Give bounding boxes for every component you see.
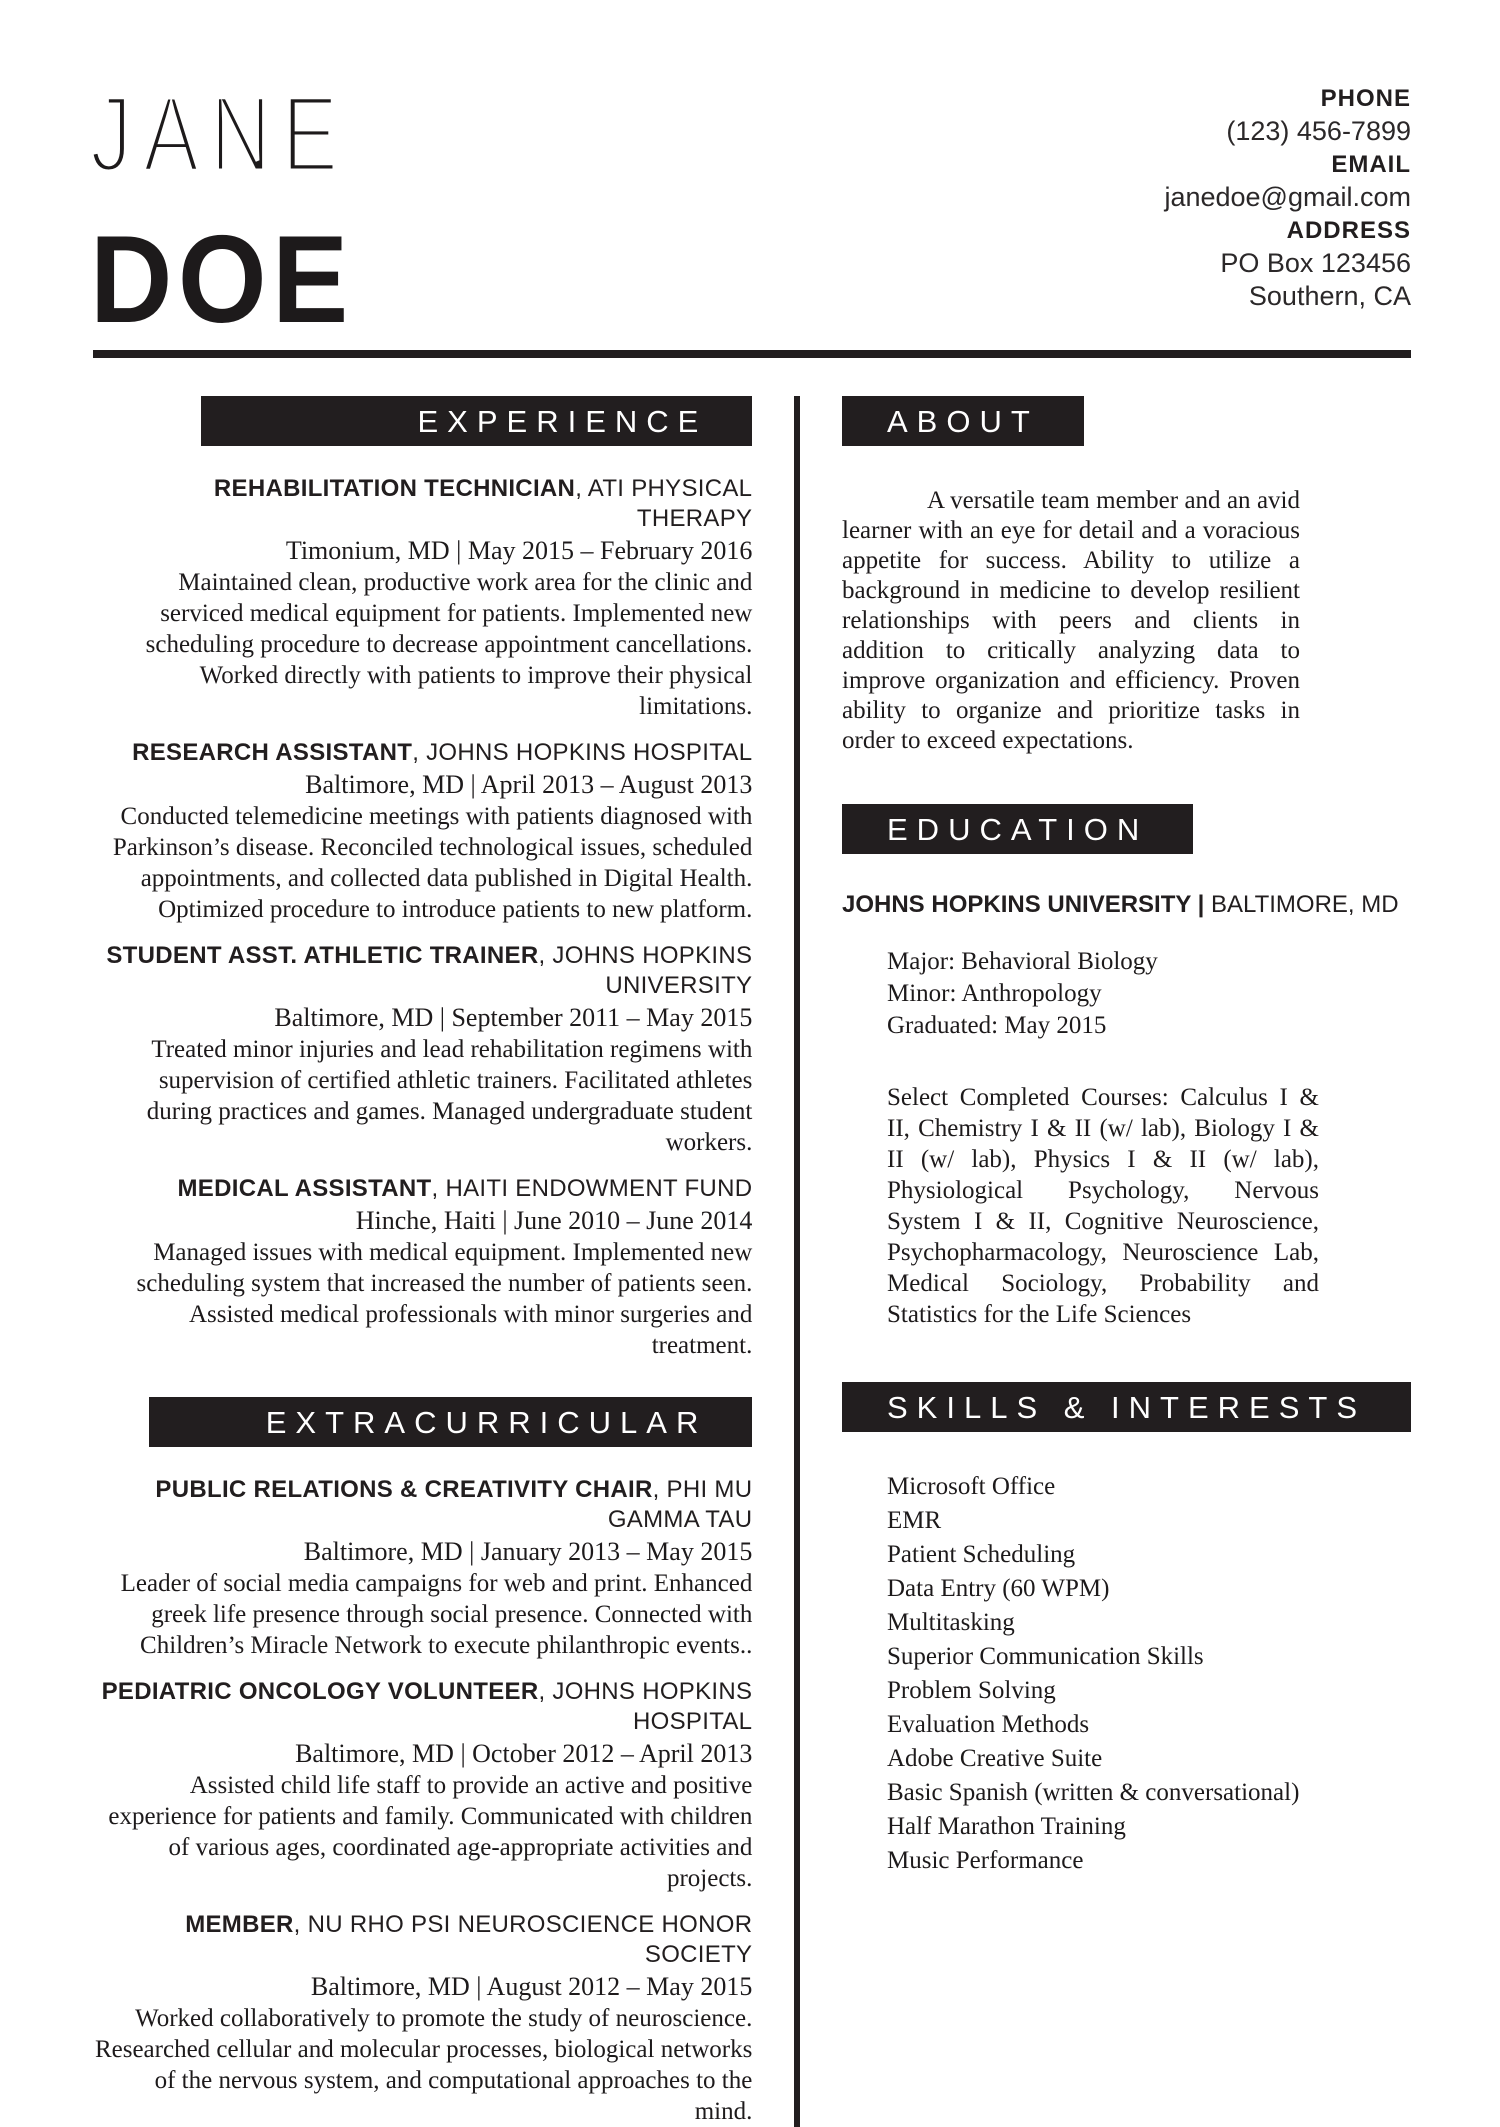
job-organization: , JOHNS HOPKINS HOSPITAL	[412, 739, 753, 766]
about-paragraph: A versatile team member and an avid learner with an eye for detail and a voracious appetite for success. Ability to utilize a background in medicine to develop resilient relationships with peers and clients in addition to critically analyzing data to improve organization and efficiency. Proven ability to organize and prioritize tasks in order to exceed expectations.	[842, 487, 1300, 754]
about-heading: ABOUT	[887, 404, 1039, 439]
job-title-line	[93, 1174, 752, 1204]
section-header-education	[842, 804, 1193, 854]
email-value: janedoe@gmail.com	[1164, 182, 1411, 212]
phone-value: (123) 456-7899	[1226, 116, 1411, 146]
skill-item: Patient Scheduling	[887, 1541, 1076, 1568]
activity-description: Leader of social media campaigns for web and print. Enhanced greek life presence through social presence. Connected with Children’s Miracle Network to execute philanthropic events..	[120, 1570, 753, 1659]
job-title: MEDICAL ASSISTANT	[177, 1175, 432, 1202]
skill-item: Music Performance	[887, 1847, 1084, 1874]
job-organization: , JOHNS HOPKINS UNIVERSITY	[538, 942, 753, 999]
skill-item: Multitasking	[887, 1609, 1015, 1636]
experience-entry	[93, 474, 752, 722]
job-title: RESEARCH ASSISTANT	[132, 739, 413, 766]
job-location-dates: Timonium, MD | May 2015 – February 2016	[285, 536, 753, 565]
job-description: Maintained clean, productive work area for the clinic and serviced medical equipment for patients. Implemented new scheduling procedure to decrease appointment cancellations. Worked directly with patients to improve their physical limitations.	[145, 569, 753, 720]
education-details	[887, 946, 1411, 1042]
activity-title-line	[93, 1475, 752, 1535]
activity-location-dates: Baltimore, MD | January 2013 – May 2015	[303, 1537, 753, 1566]
section-header-experience	[201, 396, 752, 446]
activity-title-line	[93, 1677, 752, 1737]
address-line-1: PO Box 123456	[1220, 248, 1411, 278]
activity-title: PUBLIC RELATIONS & CREATIVITY CHAIR	[155, 1476, 653, 1503]
activity-location-dates: Baltimore, MD | October 2012 – April 2013	[295, 1739, 753, 1768]
header-rule	[93, 350, 1411, 358]
resume-header	[0, 0, 1500, 350]
experience-entry	[93, 1174, 752, 1361]
skill-item: Half Marathon Training	[887, 1813, 1126, 1840]
activity-organization: , NU RHO PSI NEUROSCIENCE HONOR SOCIETY	[293, 1911, 753, 1968]
school-location: BALTIMORE, MD	[1211, 891, 1399, 918]
first-name: JANE	[90, 73, 350, 194]
job-title-line	[93, 738, 752, 768]
job-organization: , ATI PHYSICAL THERAPY	[575, 475, 753, 532]
content-columns	[93, 396, 1411, 2127]
activity-location-dates: Baltimore, MD | August 2012 – May 2015	[310, 1972, 753, 2001]
job-location-dates: Hinche, Haiti | June 2010 – June 2014	[355, 1206, 753, 1235]
skills-heading: SKILLS & INTERESTS	[887, 1390, 1366, 1425]
activity-title-line	[93, 1910, 752, 1970]
activity-description: Worked collaboratively to promote the study of neuroscience. Researched cellular and molecular processes, biological networks of the nervous system, and computational approaches to the mind.	[94, 2005, 753, 2125]
job-title-line	[93, 941, 752, 1001]
extracurricular-entry	[93, 1910, 752, 2127]
section-header-about	[842, 396, 1084, 446]
skill-item: Problem Solving	[887, 1677, 1056, 1704]
education-courses: Select Completed Courses: Calculus I & II, Chemistry I & II (w/ lab), Biology I & II (w/ lab), Physics I & II (w/ lab), Physiological Psychology, Nervous System I & II, Cognitive Neuroscience, Psychopharmacology, Neuroscience Lab, Medical Sociology, Probability and Statistics for the Life Sciences	[887, 1084, 1319, 1328]
job-title: REHABILITATION TECHNICIAN	[213, 475, 576, 502]
right-column	[800, 396, 1411, 2127]
activity-organization: , PHI MU GAMMA TAU	[607, 1476, 753, 1533]
school-name: JOHNS HOPKINS UNIVERSITY |	[842, 891, 1212, 918]
education-graduated: Graduated: May 2015	[887, 1012, 1107, 1039]
skill-item: Basic Spanish (written & conversational)	[887, 1779, 1300, 1806]
extracurricular-entry	[93, 1677, 752, 1894]
address-line-2: Southern, CA	[1248, 281, 1411, 311]
education-minor: Minor: Anthropology	[887, 980, 1102, 1007]
skill-item: EMR	[887, 1507, 942, 1534]
education-heading: EDUCATION	[887, 812, 1149, 847]
education-major: Major: Behavioral Biology	[887, 948, 1158, 975]
activity-organization: , JOHNS HOPKINS HOSPITAL	[538, 1678, 753, 1735]
contact-info	[1164, 82, 1411, 313]
phone-label: PHONE	[1320, 85, 1411, 112]
skill-item: Adobe Creative Suite	[887, 1745, 1103, 1772]
activity-description: Assisted child life staff to provide an active and positive experience for patients and family. Communicated with children of various ages, coordinated age-appropriate activities and projects.	[108, 1772, 753, 1892]
job-description: Treated minor injuries and lead rehabilitation regimens with supervision of certified athletic trainers. Facilitated athletes during practices and games. Managed undergraduate student workers.	[146, 1036, 753, 1156]
experience-entry	[93, 738, 752, 925]
activity-title: MEMBER	[185, 1911, 294, 1938]
job-title-line	[93, 474, 752, 534]
school-line	[842, 890, 1411, 920]
skill-item: Superior Communication Skills	[887, 1643, 1204, 1670]
skill-item: Microsoft Office	[887, 1473, 1056, 1500]
experience-entry	[93, 941, 752, 1158]
job-location-dates: Baltimore, MD | April 2013 – August 2013	[305, 770, 753, 799]
left-column	[93, 396, 794, 2127]
activity-title: PEDIATRIC ONCOLOGY VOLUNTEER	[101, 1678, 539, 1705]
address-label: ADDRESS	[1286, 217, 1411, 244]
section-header-extracurricular	[149, 1397, 752, 1447]
skill-item: Data Entry (60 WPM)	[887, 1575, 1110, 1602]
job-location-dates: Baltimore, MD | September 2011 – May 2015	[274, 1003, 753, 1032]
skills-list	[887, 1470, 1411, 1878]
email-label: EMAIL	[1331, 151, 1411, 178]
job-title: STUDENT ASST. ATHLETIC TRAINER	[106, 942, 539, 969]
extracurricular-heading: EXTRACURRICULAR	[265, 1405, 708, 1440]
job-description: Conducted telemedicine meetings with patients diagnosed with Parkinson’s disease. Reconciled technological issues, scheduled appointments, and collected data published in Digital Health. Optimized procedure to introduce patients to new platform.	[112, 803, 753, 923]
experience-heading: EXPERIENCE	[417, 404, 708, 439]
section-header-skills	[842, 1382, 1411, 1432]
job-description: Managed issues with medical equipment. Implemented new scheduling system that increased the number of patients seen. Assisted medical professionals with minor surgeries and treatment.	[136, 1239, 753, 1359]
skill-item: Evaluation Methods	[887, 1711, 1090, 1738]
last-name: DOE	[90, 211, 354, 349]
job-organization: , HAITI ENDOWMENT FUND	[431, 1175, 753, 1202]
extracurricular-entry	[93, 1475, 752, 1661]
